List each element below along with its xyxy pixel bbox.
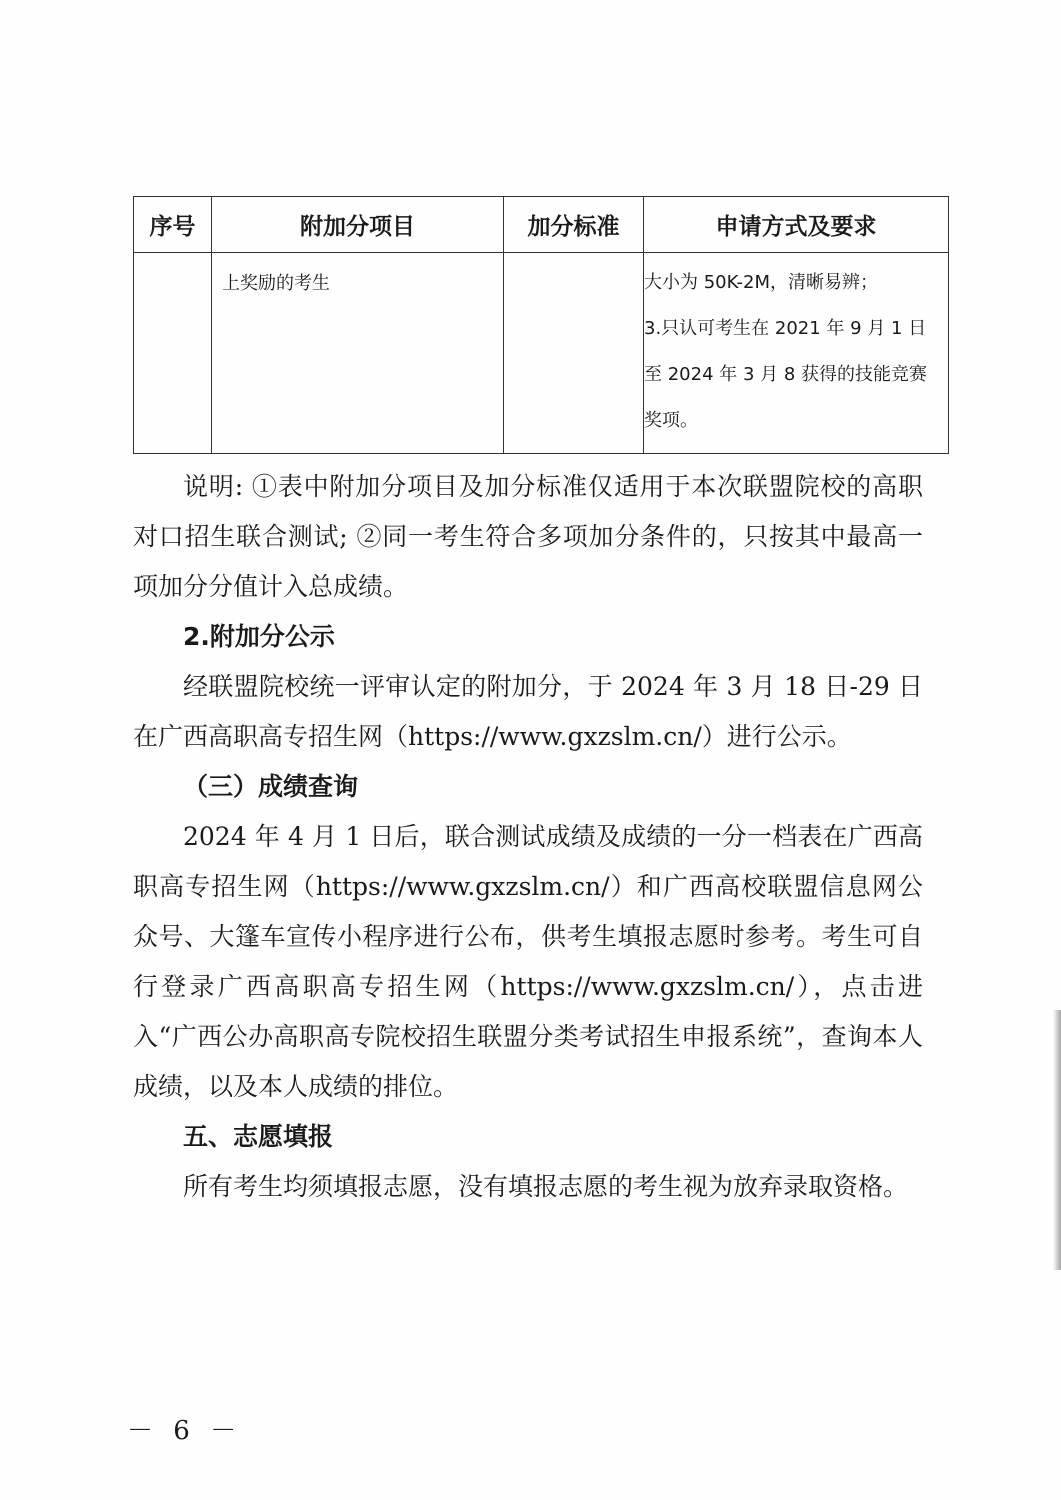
section-3-paragraph: 2024 年 4 月 1 日后，联合测试成绩及成绩的一分一档表在广西高职高专招生网（https://www.gxzslm.cn/）和广西高校联盟信息网公众号、大篷车宣传小程序进行公布，供考生填报志愿时参考。考生可自行登录广西高职高专招生网（https://www.gxzslm.cn/），点击进入“广西公办高职高专院校招生联盟分类考试招生申报系统”，查询本人成绩，以及本人成绩的排位。	[133, 822, 923, 1101]
cell-bonus-item-text: 上奖励的考生	[222, 273, 330, 294]
requirement-line: 3.只认可考生在 2021 年 9 月 1 日	[644, 318, 927, 339]
page-number: － 6 －	[127, 1416, 243, 1446]
scan-edge-shadow	[1053, 1010, 1061, 1270]
requirement-line: 至 2024 年 3 月 8 获得的技能竞赛	[644, 364, 928, 385]
cell-bonus-standard-text	[504, 253, 643, 269]
requirement-line: 大小为 50K-2M，清晰易辨；	[644, 272, 879, 293]
section-5-heading: 五、志愿填报	[183, 1122, 334, 1151]
section-3-heading: （三）成绩查询	[183, 772, 359, 801]
header-serial-number: 序号	[134, 197, 212, 253]
requirement-line: 奖项。	[644, 410, 698, 431]
section-2-paragraph: 经联盟院校统一评审认定的附加分，于 2024 年 3 月 18 日-29 日在广西高职高专招生网（https://www.gxzslm.cn/）进行公示。	[133, 672, 923, 751]
section-5-paragraph: 所有考生均须填报志愿，没有填报志愿的考生视为放弃录取资格。	[183, 1172, 909, 1201]
bonus-points-table	[133, 196, 949, 454]
cell-bonus-item	[212, 253, 504, 454]
header-application-requirements: 申请方式及要求	[644, 197, 949, 253]
section-2-heading: 2.附加分公示	[183, 622, 335, 651]
body-text	[133, 462, 923, 1212]
cell-serial-number	[134, 253, 212, 454]
cell-bonus-standard	[504, 253, 644, 454]
table-row	[134, 253, 949, 454]
header-bonus-item: 附加分项目	[212, 197, 504, 253]
table-note: 说明: ①表中附加分项目及加分标准仅适用于本次联盟院校的高职对口招生联合测试; ②同一考生符合多项加分条件的，只按其中最高一项加分分值计入总成绩。	[133, 472, 923, 601]
cell-serial-number-text	[134, 253, 211, 269]
table-header-row	[134, 197, 949, 253]
header-bonus-standard: 加分标准	[504, 197, 644, 253]
cell-application-requirements	[644, 253, 949, 454]
